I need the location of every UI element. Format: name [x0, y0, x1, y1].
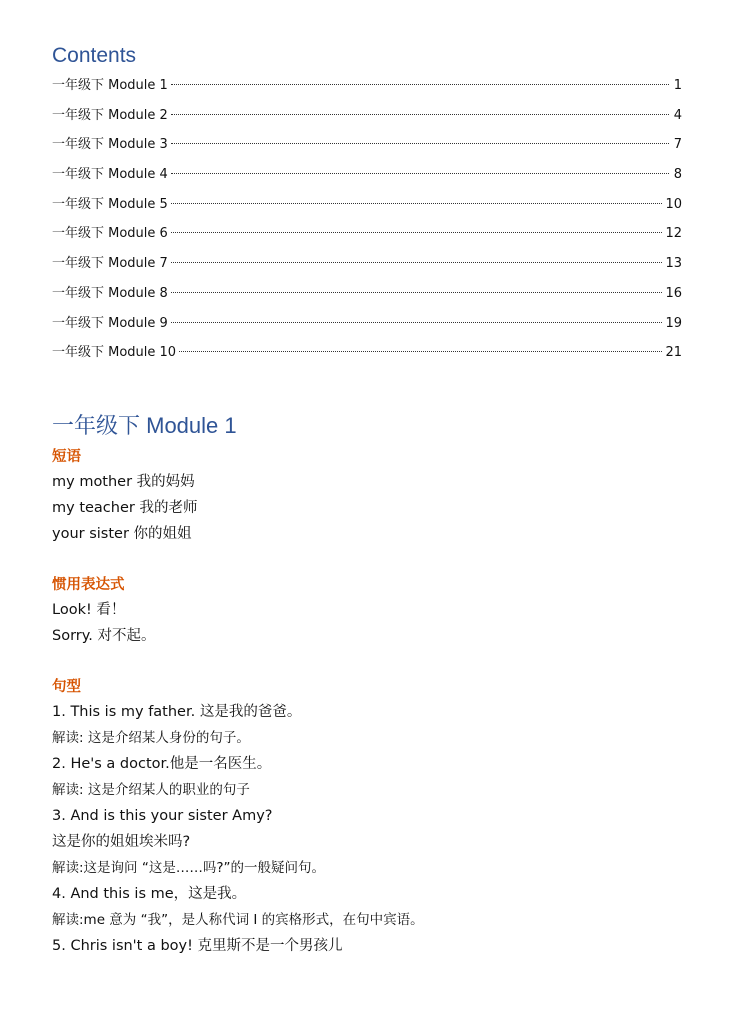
expression-line: Sorry. 对不起。 — [52, 627, 156, 644]
sentence-line: 解读: 这是介绍某人身份的句子。 — [52, 729, 250, 746]
sentences-heading: 句型 — [52, 678, 81, 695]
toc-leader-dots — [171, 114, 669, 115]
phrases-list — [52, 469, 682, 547]
sentences-list — [52, 699, 682, 959]
toc-entry-page: 8 — [673, 167, 682, 183]
toc-entry-page: 19 — [665, 315, 682, 331]
toc-entry-page: 7 — [673, 137, 682, 153]
sentence-line: 解读:这是询问 “这是……吗?”的一般疑问句。 — [52, 859, 325, 876]
toc-leader-dots — [179, 351, 662, 352]
toc-entry-page: 1 — [673, 78, 682, 93]
toc-title: Contents — [52, 44, 137, 67]
sentence-line: 3. And is this your sister Amy? — [52, 807, 273, 824]
sentence-line: 2. He's a doctor.他是一名医生。 — [52, 755, 272, 772]
toc-leader-dots — [171, 292, 663, 293]
toc-entry[interactable] — [52, 343, 682, 373]
expressions-list — [52, 597, 682, 649]
toc-entry[interactable] — [52, 254, 682, 284]
toc-entry-label: 一年级下 Module 7 — [52, 256, 168, 272]
expression-line: Look! 看！ — [52, 601, 126, 618]
toc-entry-label: 一年级下 Module 4 — [52, 167, 168, 183]
toc-entry[interactable] — [52, 106, 682, 136]
toc-entry-label: 一年级下 Module 2 — [52, 107, 168, 123]
toc-entry[interactable] — [52, 165, 682, 195]
toc-entry-page: 12 — [665, 226, 682, 242]
phrase-line: my mother 我的妈妈 — [52, 473, 195, 490]
toc-entry-page: 21 — [665, 345, 682, 361]
toc-entry-label: 一年级下 Module 1 — [52, 78, 168, 93]
sentence-line: 解读: 这是介绍某人的职业的句子 — [52, 781, 250, 798]
toc-entry[interactable] — [52, 195, 682, 225]
toc-entry-label: 一年级下 Module 10 — [52, 345, 177, 361]
toc-leader-dots — [171, 84, 669, 85]
table-of-contents — [52, 76, 682, 373]
toc-entry-label: 一年级下 Module 6 — [52, 226, 168, 242]
sentence-line: 解读:me 意为 “我”，是人称代词 I 的宾格形式，在句中宾语。 — [52, 911, 424, 928]
section-title: 一年级下 Module 1 — [52, 412, 237, 438]
sentence-line: 1. This is my father. 这是我的爸爸。 — [52, 703, 302, 720]
phrase-line: your sister 你的姐姐 — [52, 525, 192, 542]
toc-entry[interactable] — [52, 284, 682, 314]
toc-entry-page: 13 — [665, 256, 682, 272]
toc-leader-dots — [171, 203, 663, 204]
toc-entry-label: 一年级下 Module 3 — [52, 137, 168, 153]
toc-entry[interactable] — [52, 76, 682, 106]
toc-entry-label: 一年级下 Module 9 — [52, 315, 168, 331]
document-page — [52, 42, 682, 959]
toc-leader-dots — [171, 232, 663, 233]
expressions-heading: 惯用表达式 — [52, 576, 125, 593]
toc-leader-dots — [171, 173, 669, 174]
phrase-line: my teacher 我的老师 — [52, 499, 198, 516]
toc-leader-dots — [171, 143, 669, 144]
sentence-line: 5. Chris isn't a boy! 克里斯不是一个男孩儿 — [52, 937, 343, 954]
toc-leader-dots — [171, 322, 663, 323]
toc-entry-page: 4 — [673, 107, 682, 123]
toc-entry-label: 一年级下 Module 8 — [52, 285, 168, 301]
sentence-line: 这是你的姐姐埃米吗? — [52, 833, 191, 850]
toc-entry[interactable] — [52, 224, 682, 254]
toc-entry-page: 10 — [665, 196, 682, 212]
toc-entry-label: 一年级下 Module 5 — [52, 196, 168, 212]
toc-entry[interactable] — [52, 135, 682, 165]
toc-entry-page: 16 — [665, 285, 682, 301]
sentence-line: 4. And this is me，这是我。 — [52, 885, 247, 902]
phrases-heading: 短语 — [52, 448, 81, 465]
toc-leader-dots — [171, 262, 663, 263]
toc-entry[interactable] — [52, 314, 682, 344]
